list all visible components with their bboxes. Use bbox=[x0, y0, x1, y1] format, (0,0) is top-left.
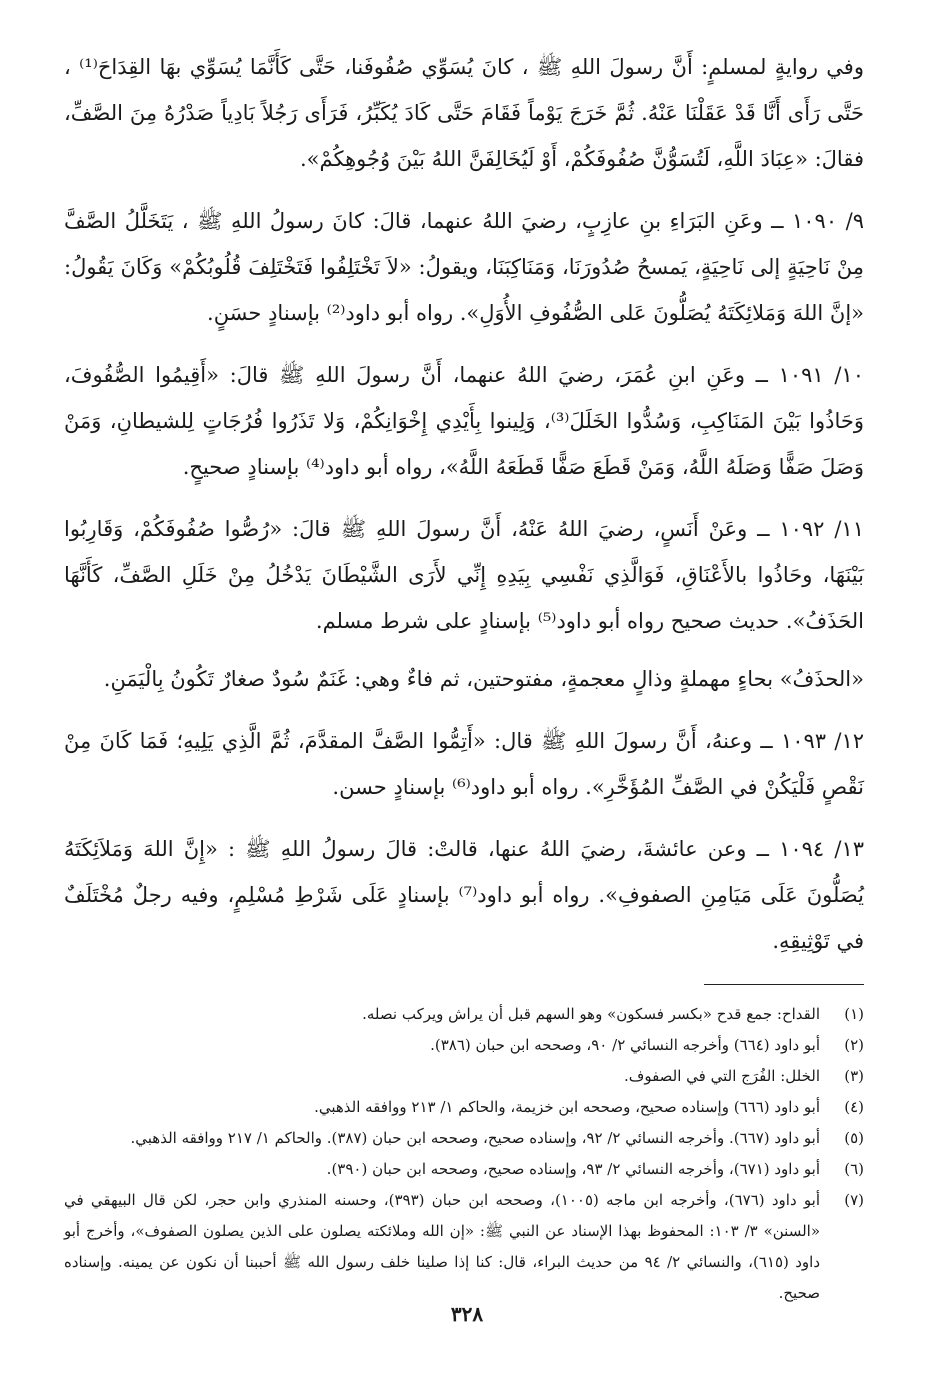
footnote bbox=[64, 999, 864, 1030]
hadhaf-explanation: «الحذَفُ» بحاءٍ مهملةٍ وذالٍ معجمةٍ، مفتوحتين، ثم فاءٌ وهي: غَنَمٌ سُودٌ صغارٌ تَكُونُ بِالْيَمَنِ. bbox=[103, 667, 864, 691]
footnote-divider bbox=[704, 984, 864, 985]
footnote-number: (٢) bbox=[844, 1036, 864, 1054]
footnote-number: (٤) bbox=[844, 1098, 864, 1116]
footnote-number: (٣) bbox=[844, 1067, 864, 1085]
footnote-text: أبو داود (٦٦٧). وأخرجه النسائي ٢/ ٩٢، وإسناده صحيح، وصححه ابن حبان (٣٨٧). والحاكم ١/ ٢١٧ ووافقه الذهبي. bbox=[130, 1129, 820, 1147]
main-text bbox=[64, 44, 864, 964]
hadith-1091: ١٠/ ١٠٩١ ــ وعَنِ ابنِ عُمَرَ، رضيَ اللهُ عنهما، أَنَّ رسولَ اللهِ ﷺ قالَ: «أَقِيمُوا الصُّفُوفَ، وَحَاذُوا بَيْنَ المَنَاكِبِ، وَسُدُّوا الخَلَلَ⁽³⁾، وَلِينوا بِأَيْدِي إِخْوَانِكُمْ، وَلا تَذَرُوا فُرُجَاتٍ لِلشيطانِ، وَمَنْ وَصَلَ صَفًّا وَصَلَهُ اللَّهُ، وَمَنْ قَطَعَ صَفًّا قَطَعَهُ اللَّهُ»، رواه أبو داود⁽⁴⁾ بإسنادٍ صحيحٍ. bbox=[64, 363, 864, 479]
hadith-1093: ١٢/ ١٠٩٣ ــ وعنهُ، أَنَّ رسولَ اللهِ ﷺ قال: «أَتِمُّوا الصَّفَّ المقدَّمَ، ثُمَّ الَّذِي يَلِيهِ؛ فَمَا كَانَ مِنْ نَقْصٍ فَلْيَكُنْ في الصَّفِّ المُؤَخَّرِ». رواه أبو داود⁽⁶⁾ بإسنادٍ حسن. bbox=[64, 729, 864, 799]
page-number: ٣٢٨ bbox=[450, 1302, 484, 1326]
footnote-number: (٦) bbox=[844, 1160, 864, 1178]
footnote-text: أبو داود (٦٧١)، وأخرجه النسائي ٢/ ٩٣، وإسناده صحيح، وصححه ابن حبان (٣٩٠). bbox=[326, 1160, 820, 1178]
footnote-number: (٥) bbox=[844, 1129, 864, 1147]
footnote bbox=[64, 1061, 864, 1092]
hadith-1092: ١١/ ١٠٩٢ ــ وعَنْ أَنَسٍ، رضيَ اللهُ عَنْهُ، أَنَّ رسولَ اللهِ ﷺ قالَ: «رُصُّوا صُفُوفَكُمْ، وَقَارِبُوا بَيْنَهَا، وحَاذُوا بالأَعْنَاقِ، فَوَالَّذِي نَفْسِي بِيَدِهِ إِنِّي لأَرَى الشَّيْطَانَ يَدْخُلُ مِنْ خَلَلِ الصَّفِّ، كَأَنَّهَا الحَذَفُ». حديث صحيح رواه أبو داود⁽⁵⁾ بإسنادٍ على شرط مسلم. bbox=[64, 517, 864, 633]
hadith-1090: ٩/ ١٠٩٠ ــ وعَنِ البَرَاءِ بنِ عازِبٍ، رضيَ اللهُ عنهما، قالَ: كانَ رسولُ اللهِ ﷺ ، يَتَخَلَّلُ الصَّفَّ مِنْ نَاحِيَةٍ إلى نَاحِيَةٍ، يَمسحُ صُدُورَنَا، وَمَنَاكِبَنَا، ويقولُ: «لاَ تَخْتَلِفُوا فَتَخْتَلِفَ قُلُوبُكُمْ» وَكَانَ يَقُولُ: «إنَّ اللهَ وَمَلائِكَتَهُ يُصَلُّونَ عَلى الصُّفُوفِ الأُوَلِ». رواه أبو داود⁽²⁾ بإسنادٍ حسَنٍ. bbox=[64, 209, 864, 325]
footnote bbox=[64, 1123, 864, 1154]
footnote-number: (٧) bbox=[844, 1191, 864, 1209]
footnote-text: القداح: جمع قدح «بكسر فسكون» وهو السهم قبل أن يراش ويركب نصله. bbox=[362, 1005, 820, 1023]
footnote-text: أبو داود (٦٧٦)، وأخرجه ابن ماجه (١٠٠٥)، وصححه ابن حبان (٣٩٣)، وحسنه المنذري وابن حجر، لكن قال البيهقي في «السنن» ٣/ ١٠٣: المحفوظ بهذا الإسناد عن النبي ﷺ: «إن الله وملائكته يصلون على الذين يصلون الصفوف»، وأخرج أبو داود (٦١٥)، والنسائي ٢/ ٩٤ من حديث البراء، قال: كنا إذا صلينا خلف رسول الله ﷺ أحببنا أن نكون عن يمينه. وإسناده صحيح. bbox=[64, 1191, 821, 1302]
paragraph-muslim-narration: وفي روايةٍ لمسلمٍ: أَنَّ رسولَ اللهِ ﷺ ، كانَ يُسَوِّي صُفُوفَنا، حَتَّى كَأَنَّمَا يُسَوِّي بهَا القِدَاحَ⁽¹⁾ ، حَتَّى رَأَى أَنَّا قَدْ عَقَلْنَا عَنْهُ. ثُمَّ خَرَجَ يَوْماً فَقَامَ حَتَّى كَادَ يُكَبِّرُ، فَرَأَى رَجُلاً بَادِياً صَدْرُهُ مِنَ الصَّفِّ، فقالَ: «عِبَادَ اللَّهِ، لَتُسَوُّنَّ صُفُوفَكُمْ، أَوْ لَيُخَالِفَنَّ اللهُ بَيْنَ وُجُوهِكُمْ». bbox=[64, 55, 864, 171]
footnote bbox=[64, 1092, 864, 1123]
hadith-1094: ١٣/ ١٠٩٤ ــ وعن عائشةَ، رضيَ اللهُ عنها، قالتْ: قالَ رسولُ اللهِ ﷺ : «إِنَّ اللهَ وَمَلاَئِكَتَهُ يُصَلُّونَ عَلَى مَيَامِنِ الصفوفِ». رواه أبو داود⁽⁷⁾ بإسنادٍ عَلَى شَرْطِ مُسْلِمٍ، وفيه رجلٌ مُخْتَلَفٌ في تَوْثِيقِهِ. bbox=[64, 837, 864, 953]
footnote bbox=[64, 1154, 864, 1185]
footnote-text: أبو داود (٦٦٤) وأخرجه النسائي ٢/ ٩٠، وصححه ابن حبان (٣٨٦). bbox=[430, 1036, 820, 1054]
footnote-number: (١) bbox=[844, 1005, 864, 1023]
footnote-text: الخلل: الفُرَج التي في الصفوف. bbox=[624, 1067, 820, 1085]
footnote bbox=[64, 1030, 864, 1061]
footnote-text: أبو داود (٦٦٦) وإسناده صحيح، وصححه ابن خزيمة، والحاكم ١/ ٢١٣ ووافقه الذهبي. bbox=[314, 1098, 820, 1116]
footnotes bbox=[64, 999, 864, 1309]
footnote bbox=[64, 1185, 864, 1309]
